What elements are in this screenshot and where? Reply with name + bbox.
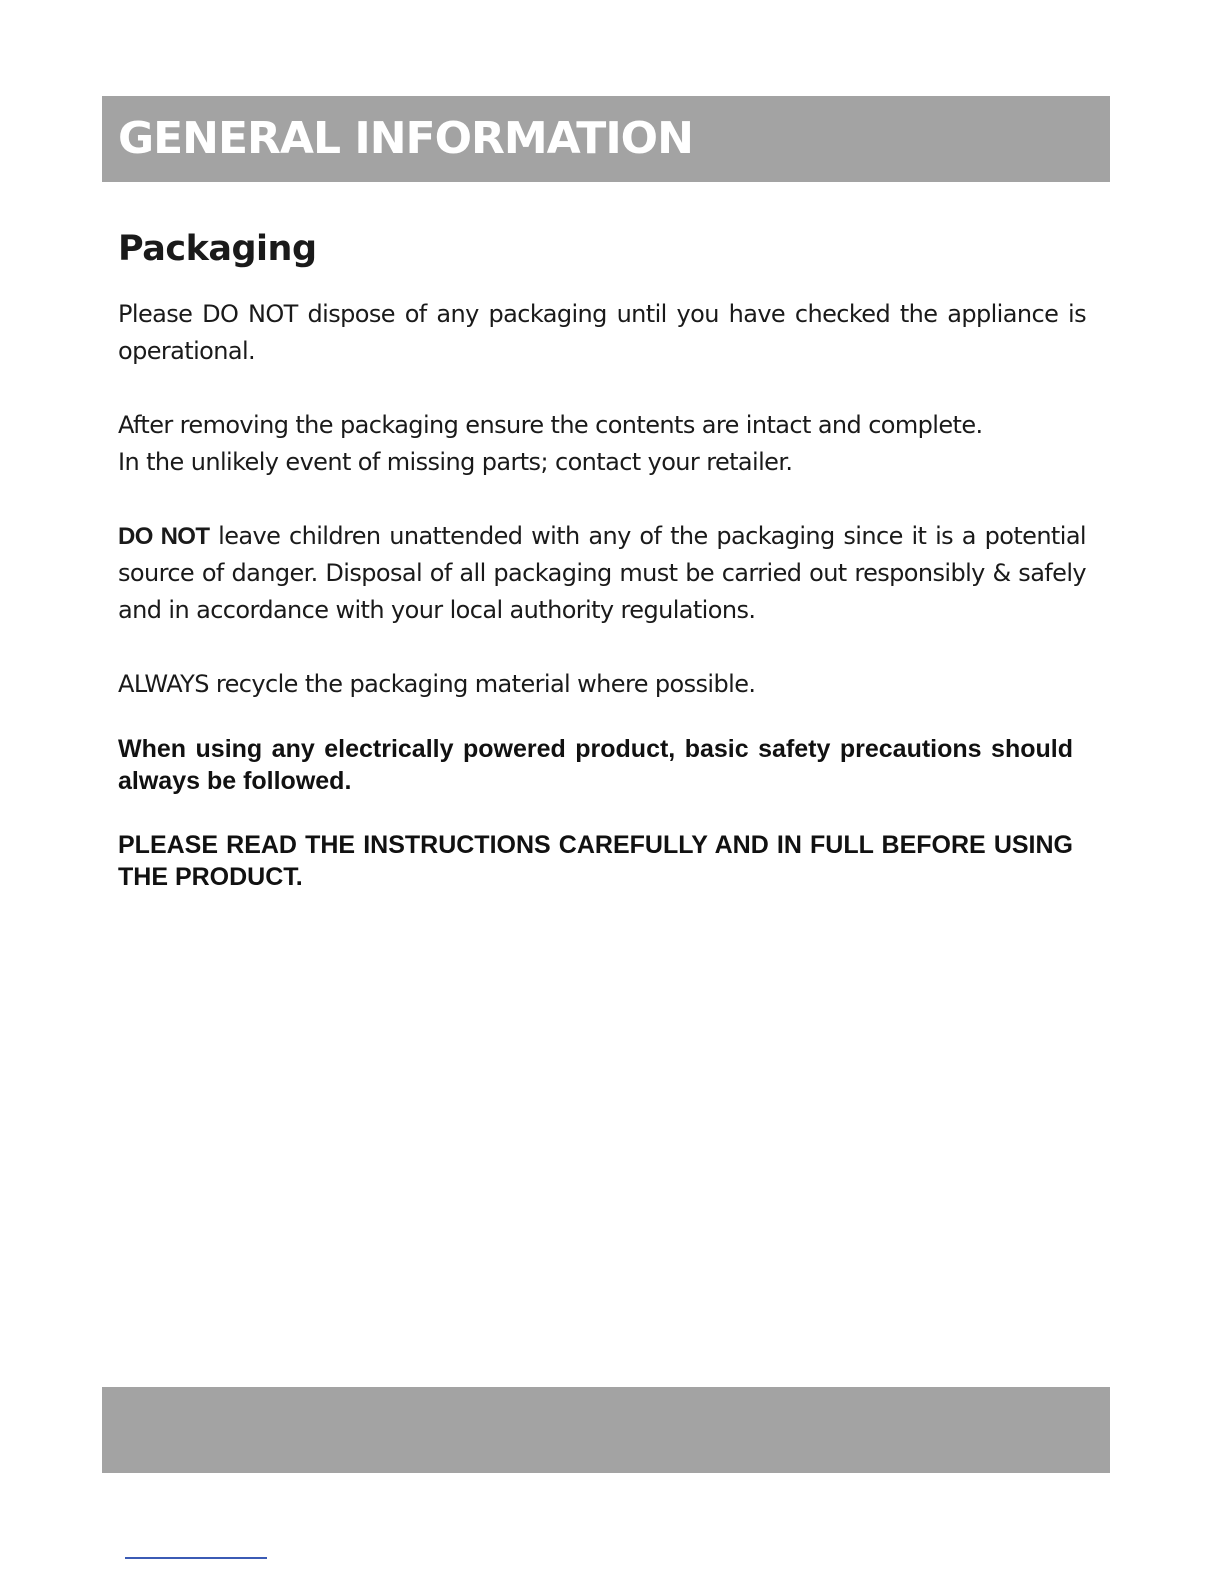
footer-rule	[125, 1557, 267, 1559]
children-warning-text: leave children unattended with any of the packaging since it is a potential source of danger. Disposal of all packaging must be carried out responsibly & safely and in accordance with your local authority regulations.	[118, 522, 1086, 624]
read-instructions-note: PLEASE READ THE INSTRUCTIONS CAREFULLY AND IN FULL BEFORE USING THE PRODUCT.	[118, 831, 1073, 891]
main-content	[118, 222, 1086, 925]
page-title: GENERAL INFORMATION	[118, 113, 693, 164]
footer-band	[102, 1387, 1110, 1473]
paragraph-contents-line-1: After removing the packaging ensure the contents are intact and complete.	[118, 411, 983, 439]
header-band	[102, 96, 1110, 182]
paragraph-contents-line-2: In the unlikely event of missing parts; contact your retailer.	[118, 448, 793, 476]
section-title: Packaging	[118, 229, 317, 269]
paragraph-contents	[118, 407, 1086, 481]
safety-note: When using any electrically powered product, basic safety precautions should always be followed.	[118, 735, 1073, 795]
paragraph-children-warning	[118, 518, 1086, 629]
paragraph-dispose: Please DO NOT dispose of any packaging until you have checked the appliance is operational.	[118, 300, 1086, 365]
do-not-emphasis: DO NOT	[118, 523, 210, 550]
paragraph-recycle: ALWAYS recycle the packaging material where possible.	[118, 670, 756, 698]
